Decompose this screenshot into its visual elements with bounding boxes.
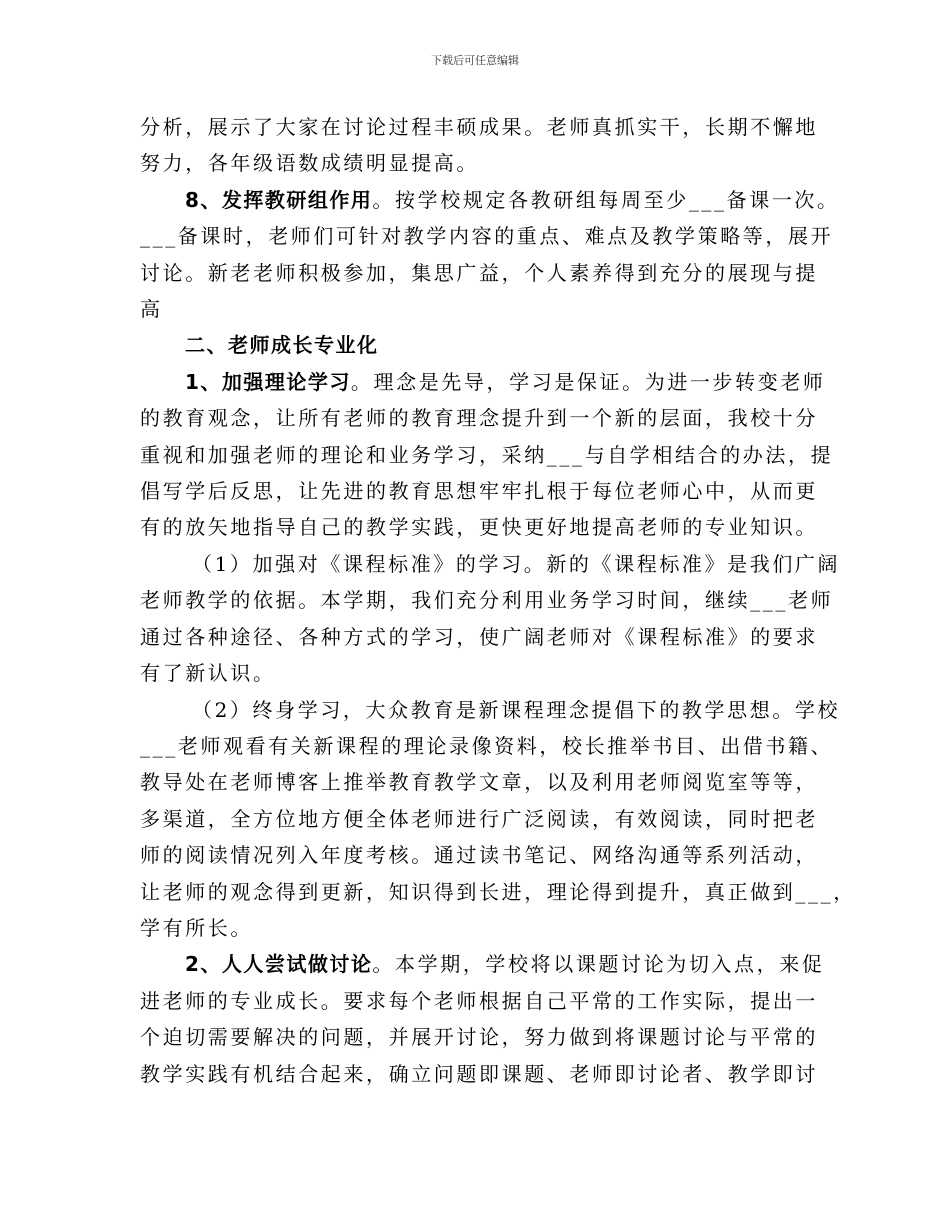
text-line: 高 [140,297,163,322]
bold-heading: 1、加强理论学习 [185,369,351,394]
text-line: 个迫切需要解决的问题，并展开讨论，努力做到将课题讨论与平常的 [140,1025,818,1050]
text-line: 分析，展示了大家在讨论过程丰硕成果。老师真抓实干，长期不懈地 [140,115,818,139]
text-line: 的教育观念，让所有老师的教育理念提升到一个新的层面，我校十分 [140,406,818,431]
text-line: 师的阅读情况列入年度考核。通过读书笔记、网络沟通等系列活动， [140,843,818,868]
text-line: 多渠道，全方位地方便全体老师进行广泛阅读，有效阅读，同时把老 [140,806,818,831]
text-line: ___老师观看有关新课程的理论录像资料，校长推举书目、出借书籍、 [140,733,834,758]
text-line: （1）加强对《课程标准》的学习。新的《课程标准》是我们广阔 [192,551,841,576]
page-header: 下载后可任意编辑 [431,54,519,67]
text-line: 有的放矢地指导自己的教学实践，更快更好地提高老师的专业知识。 [140,515,818,540]
text-line: 教学实践有机结合起来，确立问题即课题、老师即讨论者、教学即讨 [140,1061,818,1086]
text-line: 让老师的观念得到更新，知识得到长进，理论得到提升，真正做到___， [140,879,856,904]
text-line: 努力，各年级语数成绩明显提高。 [140,151,479,176]
text-line: （2）终身学习，大众教育是新课程理念提倡下的教学思想。学校 [192,697,841,722]
bold-heading: 二、老师成长专业化 [185,333,379,358]
text-run: 。按学校规定各教研组每周至少___备课一次。 [372,187,840,212]
text-line: 通过各种途径、各种方式的学习，使广阔老师对《课程标准》的要求 [140,624,818,649]
section-heading-2 [140,946,825,982]
bold-heading: 2、人人尝试做讨论 [185,952,373,977]
document-body [140,109,856,1092]
section-heading-1 [140,364,826,400]
text-run: 。理念是先导，学习是保证。为进一步转变老师 [350,369,826,394]
chapter-heading [140,327,818,363]
text-line: 倡写学后反思，让先进的教育思想牢牢扎根于每位老师心中，从而更 [140,479,818,504]
text-line: 重视和加强老师的理论和业务学习，采纳___与自学相结合的办法，提 [140,442,834,467]
text-line: 学有所长。 [140,915,253,940]
text-run: 。本学期，学校将以课题讨论为切入点，来促 [372,952,825,977]
bold-heading: 8、发挥教研组作用 [185,187,373,212]
text-line: 进老师的专业成长。要求每个老师根据自己平常的工作实际，提出一 [140,988,818,1013]
text-line: ___备课时，老师们可针对教学内容的重点、难点及教学策略等，展开 [140,224,834,249]
text-line: 有了新认识。 [140,661,276,686]
text-line: 教导处在老师博客上推举教育教学文章，以及利用老师阅览室等等， [140,770,818,795]
section-heading-8 [140,182,840,218]
text-line: 讨论。新老老师积极参加，集思广益，个人素养得到充分的展现与提 [140,260,818,285]
text-line: 老师教学的依据。本学期，我们充分利用业务学习时间，继续___老师 [140,588,834,613]
